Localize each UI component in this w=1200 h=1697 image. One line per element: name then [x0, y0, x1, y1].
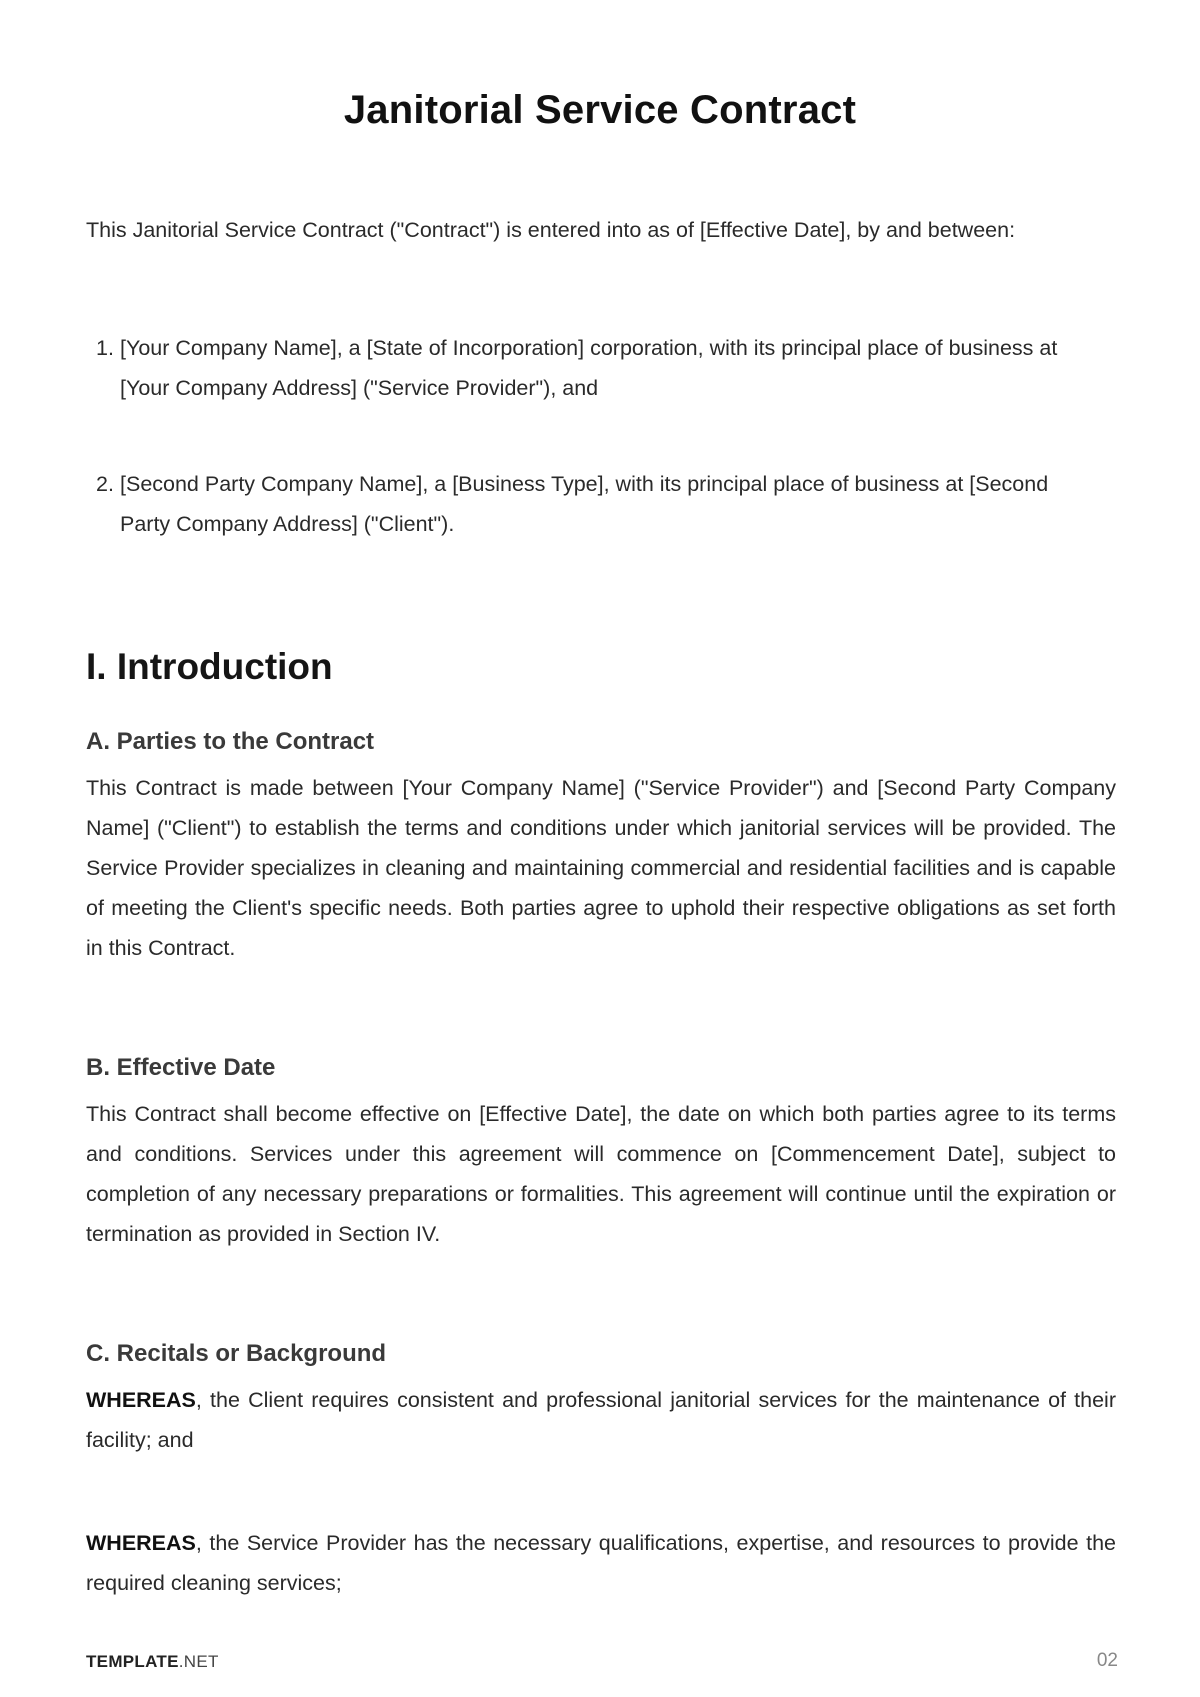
list-text: [Second Party Company Name], a [Business Type], with its principal place of business at [Second Party Company Address] ("Client"). [120, 472, 1049, 536]
section-heading-introduction: I. Introduction [86, 646, 333, 687]
intro-paragraph: This Janitorial Service Contract ("Contract") is entered into as of [Effective Date], by and between: [86, 218, 1016, 242]
list-text: [Your Company Name], a [State of Incorporation] corporation, with its principal place of business at [Your Company Address] ("Service Provider"), and [120, 336, 1058, 400]
template-net-logo [86, 1652, 219, 1672]
parties-paragraph: This Contract is made between [Your Company Name] ("Service Provider") and [Second Party Company Name] ("Client") to establish the terms and conditions under which janitorial services will be provided. The Service Provider specializes in cleaning and maintaining commercial and residential facilities and is capable of meeting the Client's specific needs. Both parties agree to uphold their respective obligations as set forth in this Contract. [86, 776, 1116, 960]
party-list-item-1 [86, 328, 1086, 408]
page-number: 02 [1096, 1650, 1118, 1671]
list-number: 1. [96, 336, 114, 360]
logo-light-part: .NET [178, 1652, 219, 1671]
party-list-item-2 [86, 464, 1086, 544]
subsection-heading-effective-date: B. Effective Date [86, 1054, 276, 1081]
subsection-heading-parties: A. Parties to the Contract [86, 728, 375, 755]
effective-date-paragraph: This Contract shall become effective on [Effective Date], the date on which both parties agree to its terms and conditions. Services under this agreement will commence on [Commencement Date], subject to completion of any necessary preparations or formalities. This agreement will continue until the expiration or termination as provided in Section IV. [86, 1102, 1116, 1246]
whereas-paragraph-2 [86, 1523, 1116, 1603]
whereas-text: , the Service Provider has the necessary qualifications, expertise, and resources to provide the required cleaning services; [86, 1531, 1116, 1595]
whereas-paragraph-1 [86, 1380, 1116, 1460]
document-title: Janitorial Service Contract [343, 88, 857, 132]
subsection-heading-recitals: C. Recitals or Background [86, 1340, 387, 1367]
logo-bold-part: TEMPLATE [86, 1652, 179, 1671]
list-number: 2. [96, 472, 114, 496]
whereas-keyword: WHEREAS [86, 1531, 196, 1555]
whereas-text: , the Client requires consistent and professional janitorial services for the maintenance of their facility; and [86, 1388, 1116, 1452]
whereas-keyword: WHEREAS [86, 1388, 196, 1412]
